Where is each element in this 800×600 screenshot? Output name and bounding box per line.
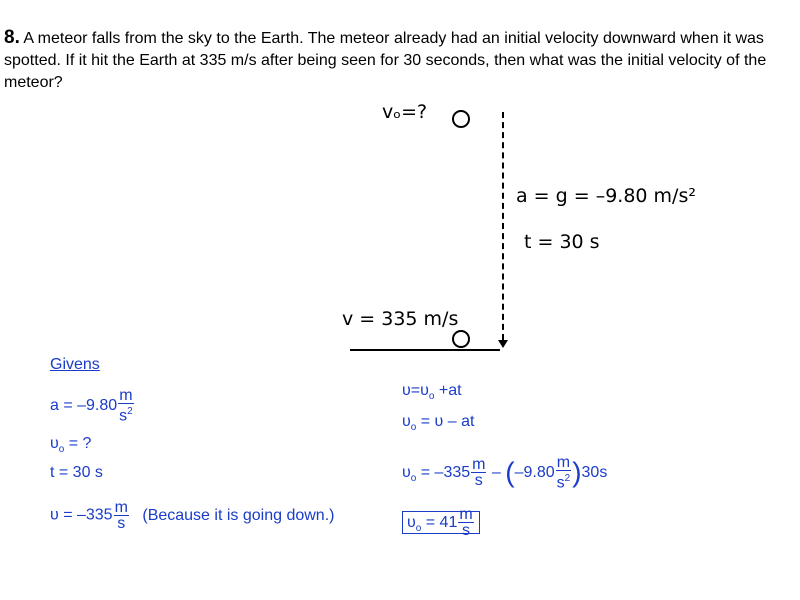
given-acceleration: [50, 388, 135, 423]
equation-rearranged: [402, 413, 474, 437]
unit-fraction: [114, 500, 129, 531]
equation-text: –9.80: [514, 463, 555, 481]
fall-direction-arrowhead: [498, 340, 508, 348]
subscript: o: [428, 391, 435, 403]
unit-denominator: [556, 471, 572, 490]
acceleration-label: a = g = –9.80 m/s²: [516, 185, 696, 207]
equation-text: = υ – at: [416, 413, 475, 430]
unit-numerator: m: [472, 456, 486, 474]
unit-numerator: m: [119, 387, 133, 404]
unit-base: s: [556, 474, 565, 492]
subscript: o: [415, 522, 422, 534]
subscript: o: [410, 473, 417, 485]
given-final-velocity-value: υ = –335: [50, 506, 113, 524]
given-initial-velocity-value: = ?: [64, 435, 92, 452]
subscript: o: [58, 444, 65, 456]
final-velocity-label: v = 335 m/s: [342, 308, 459, 330]
velocity-symbol: υ: [407, 513, 416, 531]
time-label: t = 30 s: [524, 231, 600, 253]
velocity-symbol: υ: [50, 435, 59, 452]
equation-text: 30s: [581, 463, 608, 481]
direction-note: (Because it is going down.): [142, 506, 335, 524]
problem-number: 8.: [4, 27, 20, 48]
givens-heading: Givens: [50, 356, 100, 373]
given-final-velocity: [50, 500, 334, 531]
unit-numerator: m: [459, 506, 473, 523]
unit-fraction: [118, 388, 134, 423]
unit-exponent: 2: [564, 473, 571, 484]
fall-path-dashed-line: [502, 112, 504, 340]
answer-box: [402, 506, 480, 539]
close-paren: ): [572, 456, 582, 488]
unit-base: s: [119, 407, 128, 425]
initial-velocity-label: vₒ=?: [382, 101, 428, 123]
minus-sign: –: [487, 463, 506, 481]
equation-kinematic: [402, 382, 462, 406]
velocity-symbol: υ: [402, 413, 411, 430]
open-paren: (: [505, 456, 515, 488]
given-initial-velocity: [50, 435, 91, 459]
unit-denominator: s: [462, 522, 470, 539]
unit-denominator: s: [474, 472, 483, 490]
subscript: o: [410, 422, 417, 434]
velocity-symbol: υ: [402, 463, 411, 481]
equation-substituted: [402, 455, 607, 490]
equation-text: +at: [434, 382, 462, 399]
unit-denominator: s: [117, 515, 126, 532]
problem-statement: [4, 27, 794, 94]
problem-text: A meteor falls from the sky to the Earth. The meteor already had an initial velocity downward when it was spotted. If it hit the Earth at 335 m/s after being seen for 30 seconds, then what was the initial velocity of the meteor?: [4, 30, 767, 91]
unit-denominator: [118, 404, 134, 423]
meteor-impact-circle: [452, 330, 470, 348]
unit-numerator: m: [114, 499, 128, 516]
answer-value: = 41: [421, 513, 458, 531]
unit-numerator: m: [556, 454, 571, 471]
answer-equation: [402, 507, 480, 538]
unit-fraction: [471, 457, 486, 488]
given-acceleration-value: a = –9.80: [50, 396, 118, 414]
unit-exponent: 2: [127, 406, 133, 417]
ground-line: [350, 349, 500, 351]
unit-fraction: [556, 455, 572, 490]
given-time: t = 30 s: [50, 464, 103, 481]
unit-fraction: [458, 507, 473, 538]
equation-text: = –335: [416, 463, 471, 481]
meteor-start-circle: [452, 110, 470, 128]
equation-text: υ=υ: [402, 382, 429, 399]
